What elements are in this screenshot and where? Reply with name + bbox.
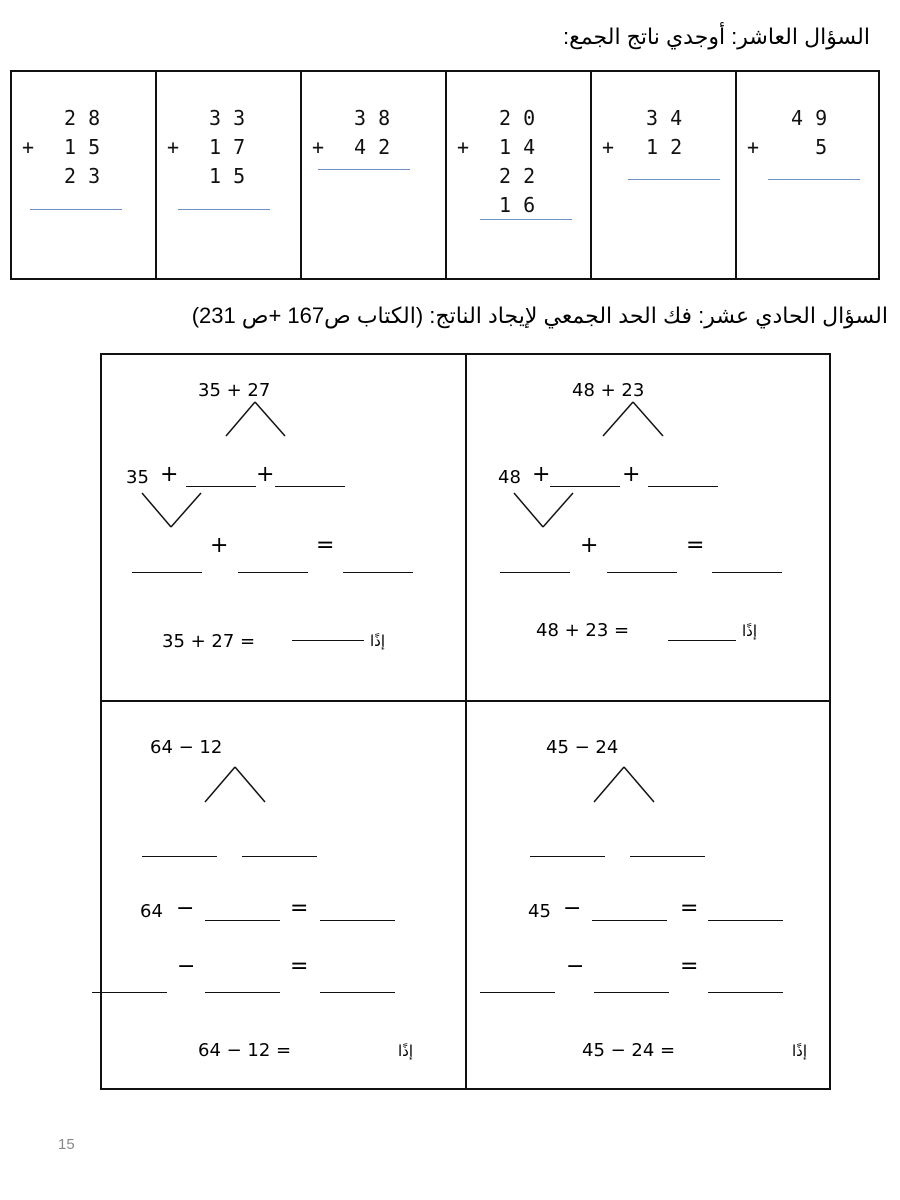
blank-line[interactable] xyxy=(92,992,167,993)
blank-line[interactable] xyxy=(708,920,783,921)
blank-line[interactable] xyxy=(343,572,413,573)
blank-line[interactable] xyxy=(480,992,555,993)
equals-sign: = xyxy=(680,954,699,979)
split-stroke xyxy=(226,402,255,436)
addend: 2 8 xyxy=(64,106,101,130)
plus-sign: + xyxy=(256,462,275,487)
final-expression: 48 + 23 = xyxy=(536,620,630,641)
blank-line[interactable] xyxy=(205,992,280,993)
addend: 1 5 xyxy=(209,164,246,188)
split-stroke xyxy=(624,767,654,802)
plus-sign: + xyxy=(160,462,179,487)
plus-sign: + xyxy=(312,135,325,159)
addend: 4 9 xyxy=(791,106,828,130)
addend: 1 7 xyxy=(209,135,246,159)
first-minuend: 64 xyxy=(140,901,163,922)
final-expression: 64 − 12 = xyxy=(198,1040,292,1061)
addend: 3 3 xyxy=(209,106,246,130)
q10-title: السؤال العاشر: أوجدي ناتج الجمع: xyxy=(563,24,870,49)
plus-sign: + xyxy=(580,533,599,558)
blank-line[interactable] xyxy=(238,572,308,573)
split-stroke xyxy=(205,767,235,802)
blank-line[interactable] xyxy=(607,572,677,573)
plus-sign: + xyxy=(167,135,180,159)
addend: 1 4 xyxy=(499,135,536,159)
answer-line[interactable] xyxy=(292,640,364,641)
blank-line[interactable] xyxy=(594,992,669,993)
blank-line[interactable] xyxy=(132,572,202,573)
blank-line[interactable] xyxy=(592,920,667,921)
blank-line[interactable] xyxy=(550,486,620,487)
split-stroke xyxy=(142,493,171,527)
blank-line[interactable] xyxy=(242,856,317,857)
addend: 3 8 xyxy=(354,106,391,130)
equals-sign: = xyxy=(680,896,699,921)
addend: 3 4 xyxy=(646,106,683,130)
plus-sign: + xyxy=(622,462,641,487)
minus-sign: − xyxy=(566,954,585,979)
problem-expression: 48 + 23 xyxy=(572,380,645,401)
blank-line[interactable] xyxy=(648,486,718,487)
equals-sign: = xyxy=(316,533,335,558)
addend: 1 2 xyxy=(646,135,683,159)
blank-line[interactable] xyxy=(275,486,345,487)
blank-line[interactable] xyxy=(708,992,783,993)
so-label: إذًا xyxy=(742,622,758,640)
page-number: 15 xyxy=(58,1136,75,1153)
so-label: إذًا xyxy=(398,1042,414,1060)
equals-sign: = xyxy=(290,896,309,921)
plus-sign: + xyxy=(210,533,229,558)
blank-line[interactable] xyxy=(142,856,217,857)
split-stroke xyxy=(255,402,285,436)
addend: 2 3 xyxy=(64,164,101,188)
split-stroke xyxy=(235,767,265,802)
split-stroke xyxy=(603,402,633,436)
blank-line[interactable] xyxy=(712,572,782,573)
final-expression: 45 − 24 = xyxy=(582,1040,676,1061)
so-label: إذًا xyxy=(370,632,386,650)
addend: 5 xyxy=(791,135,828,159)
blank-line[interactable] xyxy=(205,920,280,921)
split-stroke xyxy=(514,493,543,527)
equals-sign: = xyxy=(686,533,705,558)
blank-line[interactable] xyxy=(186,486,256,487)
addend: 4 2 xyxy=(354,135,391,159)
problem-expression: 64 − 12 xyxy=(150,737,223,758)
q11-title: السؤال الحادي عشر: فك الحد الجمعي لإيجاد الناتج: (الكتاب ص167 +ص 231) xyxy=(191,303,888,328)
plus-sign: + xyxy=(532,462,551,487)
first-minuend: 45 xyxy=(528,901,551,922)
minus-sign: − xyxy=(176,896,195,921)
problem-expression: 45 − 24 xyxy=(546,737,619,758)
addend: 1 6 xyxy=(499,193,536,217)
problem-expression: 35 + 27 xyxy=(198,380,271,401)
blank-line[interactable] xyxy=(630,856,705,857)
blank-line[interactable] xyxy=(320,920,395,921)
final-expression: 35 + 27 = xyxy=(162,631,256,652)
answer-line[interactable] xyxy=(668,640,736,641)
first-addend: 48 xyxy=(498,467,521,488)
minus-sign: − xyxy=(177,954,196,979)
blank-line[interactable] xyxy=(320,992,395,993)
minus-sign: − xyxy=(563,896,582,921)
so-label: إذًا xyxy=(792,1042,808,1060)
first-addend: 35 xyxy=(126,467,149,488)
blank-line[interactable] xyxy=(500,572,570,573)
addend: 2 2 xyxy=(499,164,536,188)
plus-sign: + xyxy=(602,135,615,159)
addend: 1 5 xyxy=(64,135,101,159)
addend: 2 0 xyxy=(499,106,536,130)
plus-sign: + xyxy=(22,135,35,159)
blank-line[interactable] xyxy=(530,856,605,857)
plus-sign: + xyxy=(457,135,470,159)
split-stroke xyxy=(171,493,201,527)
split-stroke xyxy=(594,767,624,802)
plus-sign: + xyxy=(747,135,760,159)
split-stroke xyxy=(543,493,573,527)
split-stroke xyxy=(633,402,663,436)
equals-sign: = xyxy=(290,954,309,979)
